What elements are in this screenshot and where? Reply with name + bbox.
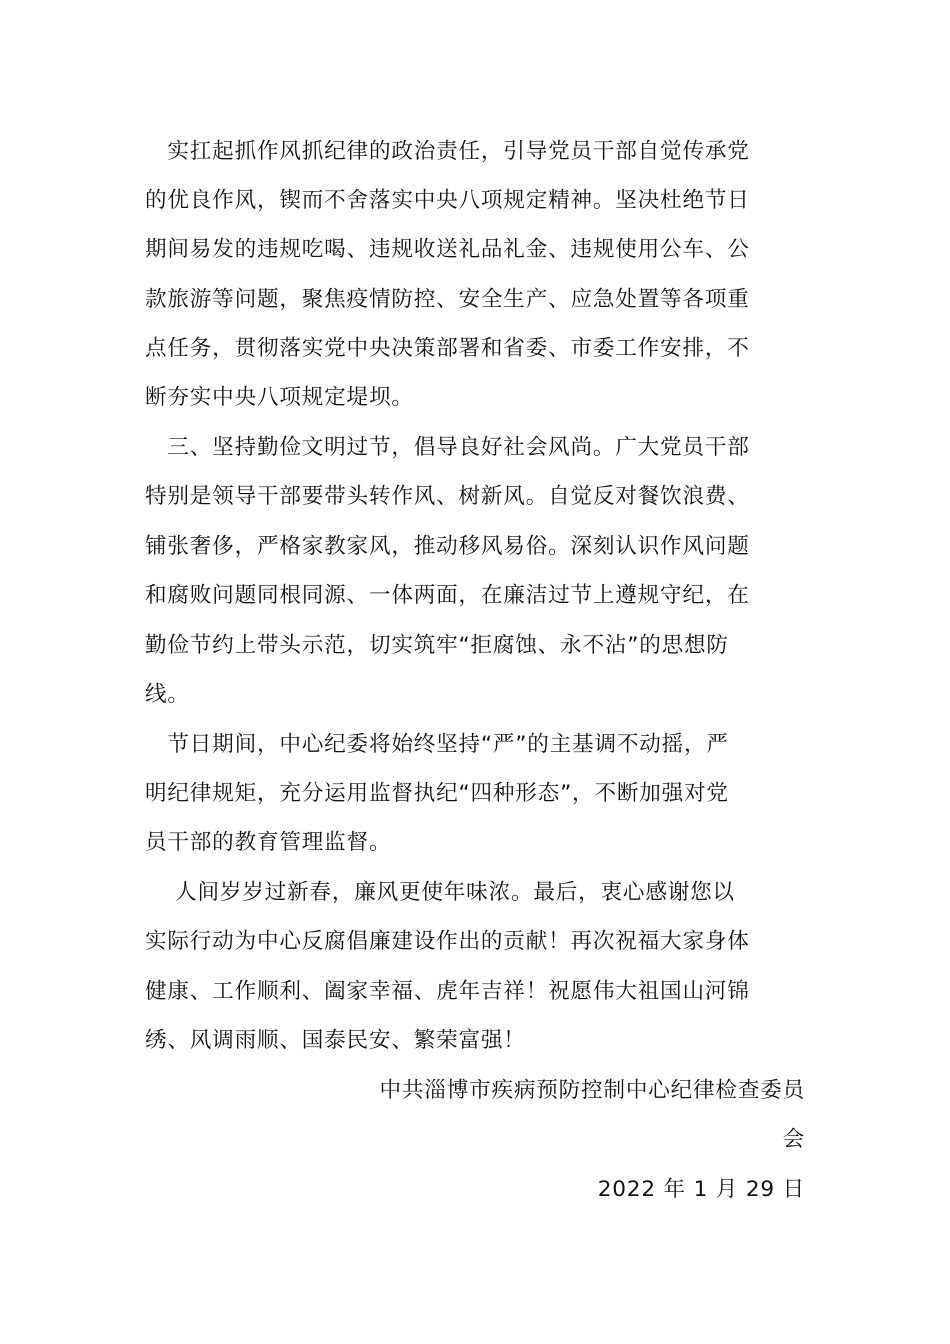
paragraph-line: 的优良作风，锲而不舍落实中央八项规定精神。坚决杜绝节日 xyxy=(145,188,750,213)
paragraph-line: 款旅游等问题，聚焦疫情防控、安全生产、应急处置等各项重 xyxy=(145,287,750,312)
paragraph-line: 健康、工作顺利、阖家幸福、虎年吉祥！祝愿伟大祖国山河锦 xyxy=(145,979,750,1004)
paragraph-line: 三、坚持勤俭文明过节，倡导良好社会风尚。广大党员干部 xyxy=(145,435,750,460)
signature-organization-continued: 会 xyxy=(782,1127,805,1152)
paragraph-line: 铺张奢侈，严格家教家风，推动移风易俗。深刻认识作风问题 xyxy=(145,534,750,559)
paragraph-line: 点任务，贯彻落实党中央决策部署和省委、市委工作安排，不 xyxy=(145,336,750,361)
paragraph-line: 明纪律规矩，充分运用监督执纪“四种形态”，不断加强对党 xyxy=(145,781,729,806)
signature-organization: 中共淄博市疾病预防控制中心纪律检查委员 xyxy=(379,1078,805,1103)
paragraph-line: 勤俭节约上带头示范，切实筑牢“拒腐蚀、永不沾”的思想防 xyxy=(145,633,729,658)
paragraph-line: 线。 xyxy=(145,682,190,707)
paragraph-line: 人间岁岁过新春，廉风更使年味浓。最后，衷心感谢您以 xyxy=(145,880,735,905)
signature-date: 2022 年 1 月 29 日 xyxy=(597,1177,805,1202)
paragraph-line: 员干部的教育管理监督。 xyxy=(145,830,392,855)
paragraph-line: 特别是领导干部要带头转作风、树新风。自觉反对餐饮浪费、 xyxy=(145,484,750,509)
paragraph-line: 实扛起抓作风抓纪律的政治责任，引导党员干部自觉传承党 xyxy=(145,139,750,164)
paragraph-line: 断夯实中央八项规定堤坝。 xyxy=(145,385,414,410)
paragraph-line: 期间易发的违规吃喝、违规收送礼品礼金、违规使用公车、公 xyxy=(145,237,750,262)
paragraph-line: 实际行动为中心反腐倡廉建设作出的贡献！再次祝福大家身体 xyxy=(145,929,750,954)
paragraph-line: 节日期间，中心纪委将始终坚持“严”的主基调不动摇，严 xyxy=(145,732,729,757)
paragraph-line: 和腐败问题同根同源、一体两面，在廉洁过节上遵规守纪，在 xyxy=(145,583,750,608)
paragraph-line: 绣、风调雨顺、国泰民安、繁荣富强！ xyxy=(145,1028,526,1053)
